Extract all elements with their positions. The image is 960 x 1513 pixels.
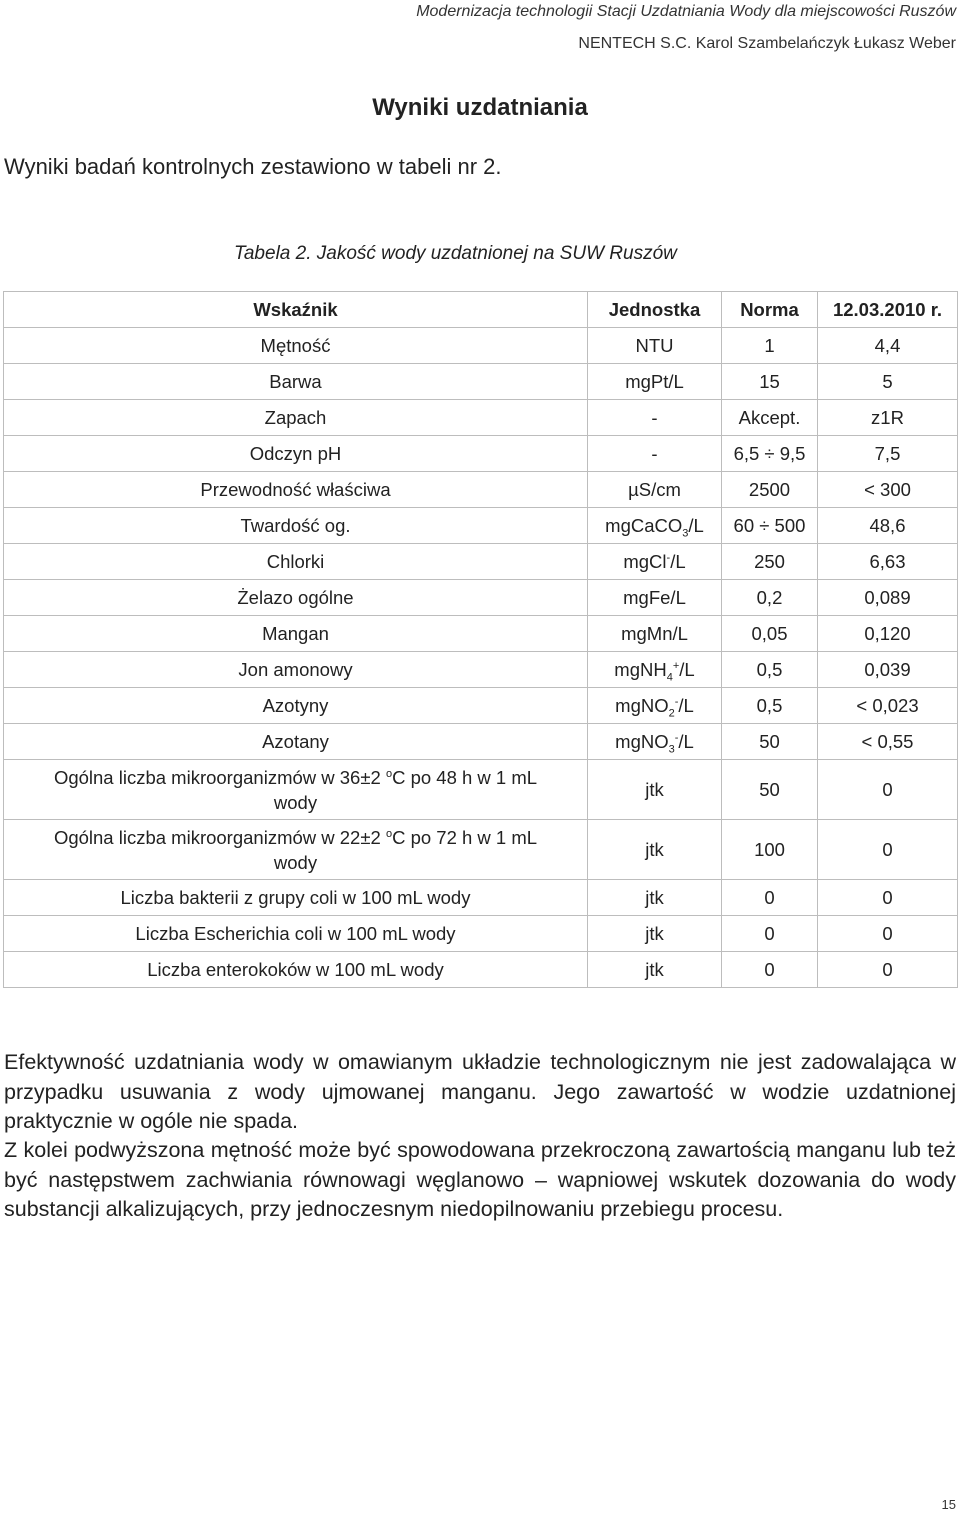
- cell-indicator: [4, 760, 588, 820]
- page-header: [416, 0, 956, 55]
- cell-indicator: Jon amonowy: [4, 652, 588, 688]
- table-row: [4, 508, 958, 544]
- cell-norm: 0: [722, 952, 818, 988]
- table-row: [4, 820, 958, 880]
- cell-norm: 60 ÷ 500: [722, 508, 818, 544]
- unit-text: mgNH: [614, 658, 667, 680]
- cell-unit: -: [588, 436, 722, 472]
- unit-text: /L: [679, 658, 695, 680]
- indicator-text: wody: [273, 851, 318, 873]
- cell-norm: 0,2: [722, 580, 818, 616]
- table-row: [4, 688, 958, 724]
- cell-unit: jtk: [588, 820, 722, 880]
- unit-superscript: -: [674, 731, 679, 744]
- table-row: [4, 652, 958, 688]
- table-row: [4, 364, 958, 400]
- table-header-row: [4, 292, 958, 328]
- unit-text: mgNO: [615, 694, 669, 716]
- cell-value: 0,089: [818, 580, 958, 616]
- cell-unit: mgPt/L: [588, 364, 722, 400]
- cell-indicator: Mętność: [4, 328, 588, 364]
- water-quality-table: [3, 291, 958, 988]
- cell-indicator: Zapach: [4, 400, 588, 436]
- cell-value: 7,5: [818, 436, 958, 472]
- table-row: [4, 328, 958, 364]
- cell-norm: 0,05: [722, 616, 818, 652]
- cell-value: 0: [818, 820, 958, 880]
- cell-value: < 0,55: [818, 724, 958, 760]
- cell-value: 4,4: [818, 328, 958, 364]
- indicator-text: C po 48 h w 1 mL: [392, 766, 538, 788]
- cell-unit: [588, 688, 722, 724]
- intro-text: Wyniki badań kontrolnych zestawiono w tabeli nr 2.: [4, 154, 502, 179]
- header-indicator: Wskaźnik: [4, 292, 588, 328]
- cell-indicator: Liczba enterokoków w 100 mL wody: [4, 952, 588, 988]
- table-row: [4, 580, 958, 616]
- cell-indicator: Odczyn pH: [4, 436, 588, 472]
- indicator-text: wody: [273, 791, 318, 813]
- page-number: 15: [941, 1497, 956, 1512]
- cell-value: 0: [818, 952, 958, 988]
- cell-norm: 15: [722, 364, 818, 400]
- cell-unit: jtk: [588, 760, 722, 820]
- header-company: NENTECH S.C. Karol Szambelańczyk Łukasz Weber: [578, 35, 956, 52]
- cell-indicator: [4, 820, 588, 880]
- table-row: [4, 400, 958, 436]
- cell-unit: jtk: [588, 880, 722, 916]
- header-project-title: Modernizacja technologii Stacji Uzdatniania Wody dla miejscowości Ruszów: [416, 3, 956, 20]
- unit-subscript: 3: [682, 527, 689, 540]
- cell-unit: jtk: [588, 952, 722, 988]
- table-row: [4, 472, 958, 508]
- cell-indicator: Żelazo ogólne: [4, 580, 588, 616]
- unit-subscript: 2: [668, 707, 675, 720]
- cell-norm: 0: [722, 880, 818, 916]
- unit-text: mgNO: [615, 730, 669, 752]
- header-date: 12.03.2010 r.: [818, 292, 958, 328]
- cell-unit: NTU: [588, 328, 722, 364]
- cell-value: 0: [818, 880, 958, 916]
- cell-value: 5: [818, 364, 958, 400]
- unit-text: /L: [678, 730, 694, 752]
- cell-indicator: Liczba bakterii z grupy coli w 100 mL wody: [4, 880, 588, 916]
- cell-indicator: Mangan: [4, 616, 588, 652]
- unit-text: mgCl: [623, 550, 667, 572]
- cell-unit: [588, 544, 722, 580]
- cell-value: z1R: [818, 400, 958, 436]
- section-title: Wyniki uzdatniania: [372, 94, 588, 121]
- cell-unit: jtk: [588, 916, 722, 952]
- cell-value: 0,120: [818, 616, 958, 652]
- unit-superscript: -: [666, 551, 671, 564]
- unit-text: /L: [678, 694, 694, 716]
- cell-unit: mgMn/L: [588, 616, 722, 652]
- cell-indicator: Liczba Escherichia coli w 100 mL wody: [4, 916, 588, 952]
- cell-unit: [588, 724, 722, 760]
- table-row: [4, 544, 958, 580]
- cell-norm: 250: [722, 544, 818, 580]
- indicator-text: Ogólna liczba mikroorganizmów w 22±2: [53, 826, 386, 848]
- header-unit: Jednostka: [588, 292, 722, 328]
- degree-superscript: o: [385, 827, 393, 840]
- table-row: [4, 760, 958, 820]
- table-row: [4, 724, 958, 760]
- table-caption: Tabela 2. Jakość wody uzdatnionej na SUW Ruszów: [234, 243, 677, 264]
- unit-text: mgCaCO: [605, 514, 683, 536]
- cell-unit: [588, 652, 722, 688]
- cell-unit: [588, 508, 722, 544]
- header-norm: Norma: [722, 292, 818, 328]
- cell-norm: 1: [722, 328, 818, 364]
- indicator-text: Ogólna liczba mikroorganizmów w 36±2: [53, 766, 386, 788]
- cell-norm: 6,5 ÷ 9,5: [722, 436, 818, 472]
- unit-text: /L: [670, 550, 686, 572]
- indicator-text: C po 72 h w 1 mL: [392, 826, 538, 848]
- cell-value: 6,63: [818, 544, 958, 580]
- cell-norm: 100: [722, 820, 818, 880]
- unit-superscript: -: [674, 695, 679, 708]
- cell-norm: 50: [722, 760, 818, 820]
- cell-value: 48,6: [818, 508, 958, 544]
- unit-subscript: 3: [668, 743, 675, 756]
- cell-norm: Akcept.: [722, 400, 818, 436]
- table-row: [4, 880, 958, 916]
- cell-norm: 50: [722, 724, 818, 760]
- table-row: [4, 952, 958, 988]
- cell-unit: µS/cm: [588, 472, 722, 508]
- cell-unit: -: [588, 400, 722, 436]
- degree-superscript: o: [385, 767, 393, 780]
- cell-norm: 0: [722, 916, 818, 952]
- cell-indicator: Chlorki: [4, 544, 588, 580]
- cell-indicator: Przewodność właściwa: [4, 472, 588, 508]
- cell-unit: mgFe/L: [588, 580, 722, 616]
- cell-norm: 0,5: [722, 652, 818, 688]
- cell-value: 0: [818, 916, 958, 952]
- unit-subscript: 4: [666, 671, 673, 684]
- cell-indicator: Barwa: [4, 364, 588, 400]
- unit-text: /L: [688, 514, 704, 536]
- cell-norm: 2500: [722, 472, 818, 508]
- cell-value: < 300: [818, 472, 958, 508]
- table-row: [4, 436, 958, 472]
- table-row: [4, 916, 958, 952]
- unit-superscript: +: [672, 659, 680, 672]
- cell-value: 0: [818, 760, 958, 820]
- cell-value: < 0,023: [818, 688, 958, 724]
- cell-indicator: Azotyny: [4, 688, 588, 724]
- table-row: [4, 616, 958, 652]
- cell-indicator: Twardość og.: [4, 508, 588, 544]
- body-paragraph: Z kolei podwyższona mętność może być spowodowana przekroczoną zawartością manganu lub też być następstwem zachwiania równowagi węglanowo – wapniowej wskutek dozowania do wody substancji alkalizujących, przy jednoczesnym niedopilnowaniu przebiegu procesu.: [4, 1138, 956, 1221]
- body-paragraph: Efektywność uzdatniania wody w omawianym układzie technologicznym nie jest zadowalająca w przypadku usuwania z wody ujmowanej manganu. Jego zawartość w wodzie uzdatnionej praktycznie w ogóle nie spada.: [4, 1050, 956, 1133]
- cell-indicator: Azotany: [4, 724, 588, 760]
- cell-value: 0,039: [818, 652, 958, 688]
- cell-norm: 0,5: [722, 688, 818, 724]
